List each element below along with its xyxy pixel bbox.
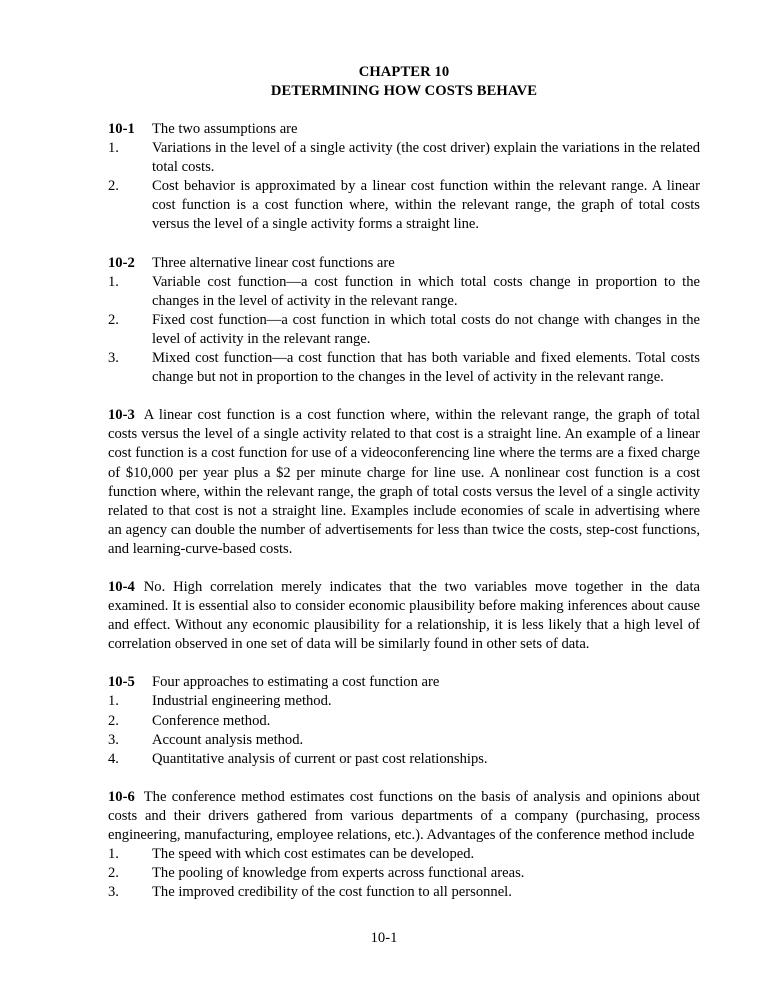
list-item (108, 845, 700, 864)
list-marker: 3. (108, 350, 119, 367)
chapter-title: DETERMINING HOW COSTS BEHAVE (270, 83, 538, 99)
list-marker: 1. (108, 693, 119, 710)
document-page (108, 0, 700, 994)
document-headings (108, 0, 700, 101)
list-item (108, 883, 700, 902)
list-item-text: Conference method. (152, 712, 271, 729)
section-paragraph-10-3: A linear cost function is a cost function where, within the relevant range, the graph of total costs versus the level of a single activity related to that cost is a straight line. An example of a linear cost function is a cost function for use of a videoconferencing line where the terms are a fixed charge of $10,000 per year plus a $2 per minute charge for line use. A nonlinear cost function is a cost function where, within the relevant range, the graph of total costs versus the level of a single activity related to that cost is not a straight line. Examples include economies of scale in advertising where an agency can double the number of advertisements for less than twice the costs, step-cost functions, and learning-curve-based costs. (108, 407, 700, 557)
section-paragraph-10-6: The conference method estimates cost functions on the basis of analysis and opinions about costs and their drivers gathered from various departments of a company (purchasing, process engineering, manufacturing, employee relations, etc.). Advantages of the conference method include (108, 788, 700, 843)
list-item-text: The speed with which cost estimates can be developed. (152, 846, 475, 863)
list-item (108, 712, 700, 731)
list-marker: 1. (108, 140, 119, 157)
list-item-text: Account analysis method. (152, 731, 304, 748)
list-marker: 3. (108, 884, 119, 901)
section-number-10-2: 10-2 (108, 254, 135, 271)
spacer (108, 387, 700, 406)
section-lead-10-5 (108, 673, 700, 692)
list-marker: 1. (108, 273, 119, 290)
spacer (108, 101, 700, 120)
list-item-text: Variations in the level of a single activity (the cost driver) explain the variations in the related total costs. (152, 140, 700, 176)
section-10-2 (108, 254, 700, 388)
list-item-text: Mixed cost function—a cost function that has both variable and fixed elements. Total costs change but not in proportion to the changes in the level of activity in the relevant range. (152, 350, 700, 386)
section-lead-10-1 (108, 120, 700, 139)
list-marker: 1. (108, 846, 119, 863)
section-10-3 (108, 406, 700, 559)
list-item (108, 731, 700, 750)
page-footer: 10-1 (370, 930, 398, 946)
section-lead-text-10-2: Three alternative linear cost functions are (152, 254, 395, 271)
list-marker: 4. (108, 750, 119, 767)
list-item (108, 692, 700, 711)
list-item (108, 177, 700, 234)
list-marker: 3. (108, 731, 119, 748)
spacer (108, 769, 700, 788)
list-item-text: Fixed cost function—a cost function in which total costs do not change with changes in the level of activity in the relevant range. (152, 311, 700, 347)
section-number-10-3: 10-3 (108, 407, 135, 424)
chapter-heading: CHAPTER 10 (358, 64, 450, 80)
list-item (108, 273, 700, 311)
section-10-4 (108, 578, 700, 654)
list-marker: 2. (108, 712, 119, 729)
list-item-text: Industrial engineering method. (152, 693, 332, 710)
list-item-text: Cost behavior is approximated by a linear cost function within the relevant range. A linear cost function is a cost function where, within the relevant range, the graph of total costs versus the level of a single activity forms a straight line. (152, 178, 700, 233)
list-marker: 2. (108, 311, 119, 328)
section-paragraph-wrap-10-6 (108, 788, 700, 845)
section-number-10-5: 10-5 (108, 674, 135, 691)
spacer (108, 235, 700, 254)
spacer (108, 559, 700, 578)
section-10-5 (108, 673, 700, 768)
list-item-text: The pooling of knowledge from experts across functional areas. (152, 865, 525, 882)
section-number-10-4: 10-4 (108, 578, 135, 595)
section-number-10-1: 10-1 (108, 121, 135, 137)
section-10-1 (108, 120, 700, 235)
list-item-text: The improved credibility of the cost function to all personnel. (152, 884, 512, 901)
section-lead-text-10-1: The two assumptions are (152, 121, 298, 137)
list-item-text: Quantitative analysis of current or past cost relationships. (152, 750, 488, 767)
spacer (108, 654, 700, 673)
section-lead-10-2 (108, 254, 700, 273)
list-marker: 2. (108, 865, 119, 882)
list-item (108, 750, 700, 769)
list-marker: 2. (108, 178, 119, 195)
list-item (108, 349, 700, 387)
section-10-6 (108, 788, 700, 903)
list-item (108, 311, 700, 349)
section-number-10-6: 10-6 (108, 788, 135, 805)
section-lead-text-10-5: Four approaches to estimating a cost function are (152, 674, 440, 691)
list-item (108, 139, 700, 177)
list-item-text: Variable cost function—a cost function in which total costs change in proportion to the changes in the level of activity in the relevant range. (152, 273, 700, 309)
section-paragraph-10-4: No. High correlation merely indicates that the two variables move together in the data examined. It is essential also to consider economic plausibility before making inferences about cause and effect. Without any economic plausibility for a relationship, it is less likely that a high level of correlation observed in one set of data will be similarly found in other sets of data. (108, 578, 700, 653)
list-item (108, 864, 700, 883)
